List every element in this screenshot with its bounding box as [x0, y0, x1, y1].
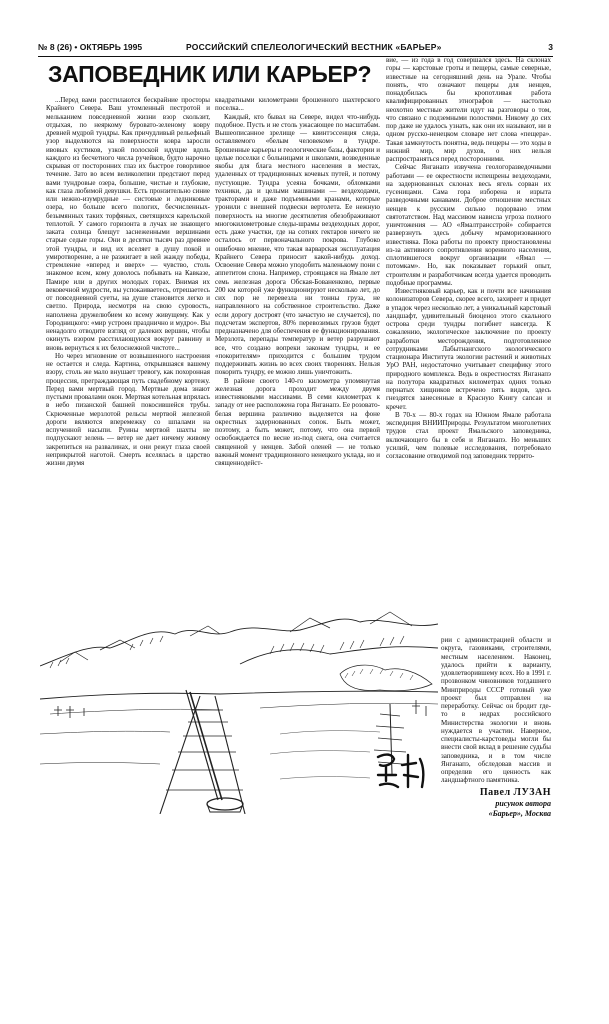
article-column-3: [386, 56, 551, 633]
author-role: рисунок автора: [495, 798, 551, 808]
article-credit: [445, 788, 551, 820]
paragraph: Сейчас Янганапэ извучена геологоразведочными работами — ее окрестности испещрены вездеходами, на задернованных склонах весь ягель сорван их гусеницами. Сама гора изборена и изрыта разведочными канавами. Доброе отношение местных ненцев к русским сильно подорвано этим святотатством. Над массивом нависла угроза полного уничтожения — АО «Ямалтранcстрой» собирается разверзнуть здесь добычу мраморизованного известняка. Пока работы по проекту приостановлены из-за активного сопротивления коренного населения, сплотившегося вокруг организации «Ямал — потомкам». Но, как показывает горький опыт, строителям и разработчикам всегда удается проводить подобные программы.: [386, 163, 551, 287]
article-title: ЗАПОВЕДНИК ИЛИ КАРЬЕР?: [48, 61, 372, 87]
article-source: «Барьер», Москва: [488, 809, 551, 818]
paragraph: Но через мгновение от возвышенного настроения не остается и следа. Картина, открывшаяся вашему взору, столь же мало внушает тревогу, как похоронная процессия, преграждающая путь свадебному кортежу. Перед вами мертвый город. Мертвые дома знают пустыми провалами окон. Мертвая котельная впрялась в небо пизанской башней покосившейся трубы. Скрюченные мерзлотой рельсы мертвой железной дороги вяляются вперемежку со шпалами на вспученной насыпи. Руины мертвой шахты не подпускают зелень — ветер не дает ничему живому закрепиться на развалинах, и они режут глаза своей неприкрытой наготой. Смерть вселялась в царство жизни двумя: [46, 351, 210, 467]
article-column-1: [46, 96, 210, 594]
paragraph: вие, — из года в год совершался здесь. На склонах горы — карстовые гроты и пещеры, самые северные, известные на сегодняшний день на Урале. Чтобы понять, что означают пещеры для ненцев, понадобилась бы кропотливая работа квалифицированных этнографов — настолько неохотно местные жители идут на разговоры о том, что связано с подземными полостями. Никому до сих пор даже не удалось узнать, как они их называют, ни в одном русско-ненецком словаре нет слова «пещера». Такая замкнутость понятна, ведь пещеры — это ходы в нижний мир, мир духов, о них нельзя распространяться перед посторонними.: [386, 56, 551, 163]
issue-date: № 8 (26) • ОКТЯБРЬ 1995: [38, 42, 143, 52]
paragraph: В районе своего 140-го километра упомянутая железная дорога проходит между двумя известняковыми массивами. В семи километрах к западу от нее расположена гора Янганапэ. Ее розовато-белая вершина различию выделяется на фоне окрестных задернованных сопок. Быть может, поэтому, а быть может, потому, что она первой освобождается по весне из-под снега, она считается священной у ненцев. Забой оленей — не только важный момент традиционного ненецкого уклада, но и священнодейст-: [215, 376, 380, 467]
author-signature: [372, 745, 434, 795]
page-number: 3: [548, 42, 553, 52]
page-header: [38, 40, 553, 54]
paragraph: квадратными километрами брошенного шахтерского поселка...: [215, 96, 380, 113]
paragraph: ...Перед вами расстилаются бескрайние просторы Крайнего Севера. Ваш утомленный пестротой и мельканием повседневной жизни взор скользит, отдыхая, по неяркому буровато-зеленому ковру древней мудрой тундры. Как причудливый рельефный узор выделяются на поверхности ковра заросли ивовых кустиков, узкой полоской идущие вдоль каждого из бесчетного числа ручейков, будто нарочно скрывая от посторонних глаз их быстрое говорливое течение. Зато во всем великолепии предстают перед вами тундровые озера, большие, чистые и глубокие, как глаза любимой девушки. Есть пронзительно синие или нежно-изумрудные — систовые и ледниковые озера, но больше всего пологих, бесчисленных-безымянных таких торфяных, светящихся карельской теплотой. У самого горизонта в лучах не знающего заката солнца блещут заснеженными вершинами старые седые горы. Они в десятки тысяч раз древнее этой тундры, и вид их вселяет в душу покой и умиротворение, а не разжигает в ней жажду победы, стремление «вперед и вверх» — чувство, столь знакомое всем, кому доволось побывать на Кавказе, Памире или в других молодых горах. Внимая их вековечной мудрости, вы успокаиваетесь, отрешаетесь от повседневной суеты, на душе становится легко и светло. Природа, несмотря на свою суровость, наполнена дружелюбием ко всему живущему. Как у Городницкого: «мир устроен празднично и мудро». Вы ненадолго отводите взгляд от далеких вершин, чтобы окинуть взором расстилающуюся вокруг равнину и вновь вернуться к их белоснежной чистоте...: [46, 96, 210, 352]
author-name: Павел ЛУЗАН: [479, 787, 551, 798]
article-column-3-continued: [441, 636, 551, 786]
paragraph: В 70-х — 80-х годах на Южном Ямале работала экспедиция ВНИИПрироды. Результатом многолетних трудов стал проект Ямальского заповедника, включающего бы в себя и Янганапэ. Но меньших усилий, чем полевые исследования, потребовало согласование отводимой под заповедник террито-: [386, 410, 551, 460]
masthead: РОССИЙСКИЙ СПЕЛЕОЛОГИЧЕСКИЙ ВЕСТНИК «БАРЬЕР»: [186, 42, 442, 52]
paragraph: Каждый, кто бывал на Севере, видел что-нибудь подобное. Пусть и не столь ужасающее по масштабам. Вышеописанное зрелище — квинтэссенция следа, оставляемого «белым человеком» в тундре. Брошенные карьеры и геологические базы, фактории и целые поселки с больницами и школами, возведенные якобы для блага местного населения в местах, удаленных от традиционных кочевых путей, и потому пустующие. Тундра усеяна бочками, обломками техники, да и целыми машинами — вездеходами, тракторами и даже подъемными кранами, которые уронили с внешней подвески вертолета. Ее нежную поверхность на многие десятилетия обезображивают многокилометровые следы-шрамы вездеходных дорог, есть даже участки, где на сотнях гектаров ничего не осталось от первоначального покрова. Глубоко ошибочно мнение, что такая варварская эксплуатация Крайнего Севера приносит какой-нибудь доход. Освоение Севера можно уподобить маленькому пони с аппетитом слона. Например, строящаяся на Ямале лет семь железная дорога Обская-Бованенково, первые 200 км которой уже функционируют несколько лет, до сих пор не перевезла ни тонны груза, не направленного на собственное строительство. Даже если дорогу достроят (что зачастую не случается), по подсчетам экспертов, 80% перевозимых грузов будет предназначено для обеспечения ее функционирования. Мерзлота, перепады температур и ветер разрушают все, что создано вопреки законам тундры, и ее «покорителям» приходится с большим трудом поддерживать жизнь во всех своих творениях. Нельзя покорить тундру, ее можно лишь уничтожить.: [215, 112, 380, 377]
paragraph: Известняковый карьер, как и почти все начинания колонизаторов Севера, скорее всего, захиреет и придет в упадок через несколько лет, а уникальный карстовый ландшафт, удивительный биоценоз этого скального острова среди тундры погибнет навсегда. К сожалению, экологическое заключение по проекту разработки месторождения, подготовленное сотрудниками Лабытнангского экологического стационара Института экологии растений и животных УрО РАН, недостаточно учитывает специфику этого природного комплекса. Ведь в окрестностях Янганапэ на полутора квадратных километрах одних только пернатых хищников встречено пять видов, здесь гнездятся занесенные в Красную Книгу сапсан и кречет.: [386, 287, 551, 411]
article-column-2: [215, 96, 380, 586]
paragraph: рии с администрацией области и округа, газовиками, строителями, местным населением. Наконец, удалось прийти к варианту, удовлетворившему всех. Но в 1991 г. прозвонком чиновников тогдашнего Минприроды СССР готовый уже проект был отправлен на переработку. Сейчас он бродит где-то в недрах российского Министерства экологии и вновь нуждается в участии. Наверное, специалисты-карстоведы могли бы внести свой вклад в решение судьбы заповедника, и в том числе Янганапэ, обследовав массив и определив его ценность как ландшафтного памятника.: [441, 636, 551, 785]
